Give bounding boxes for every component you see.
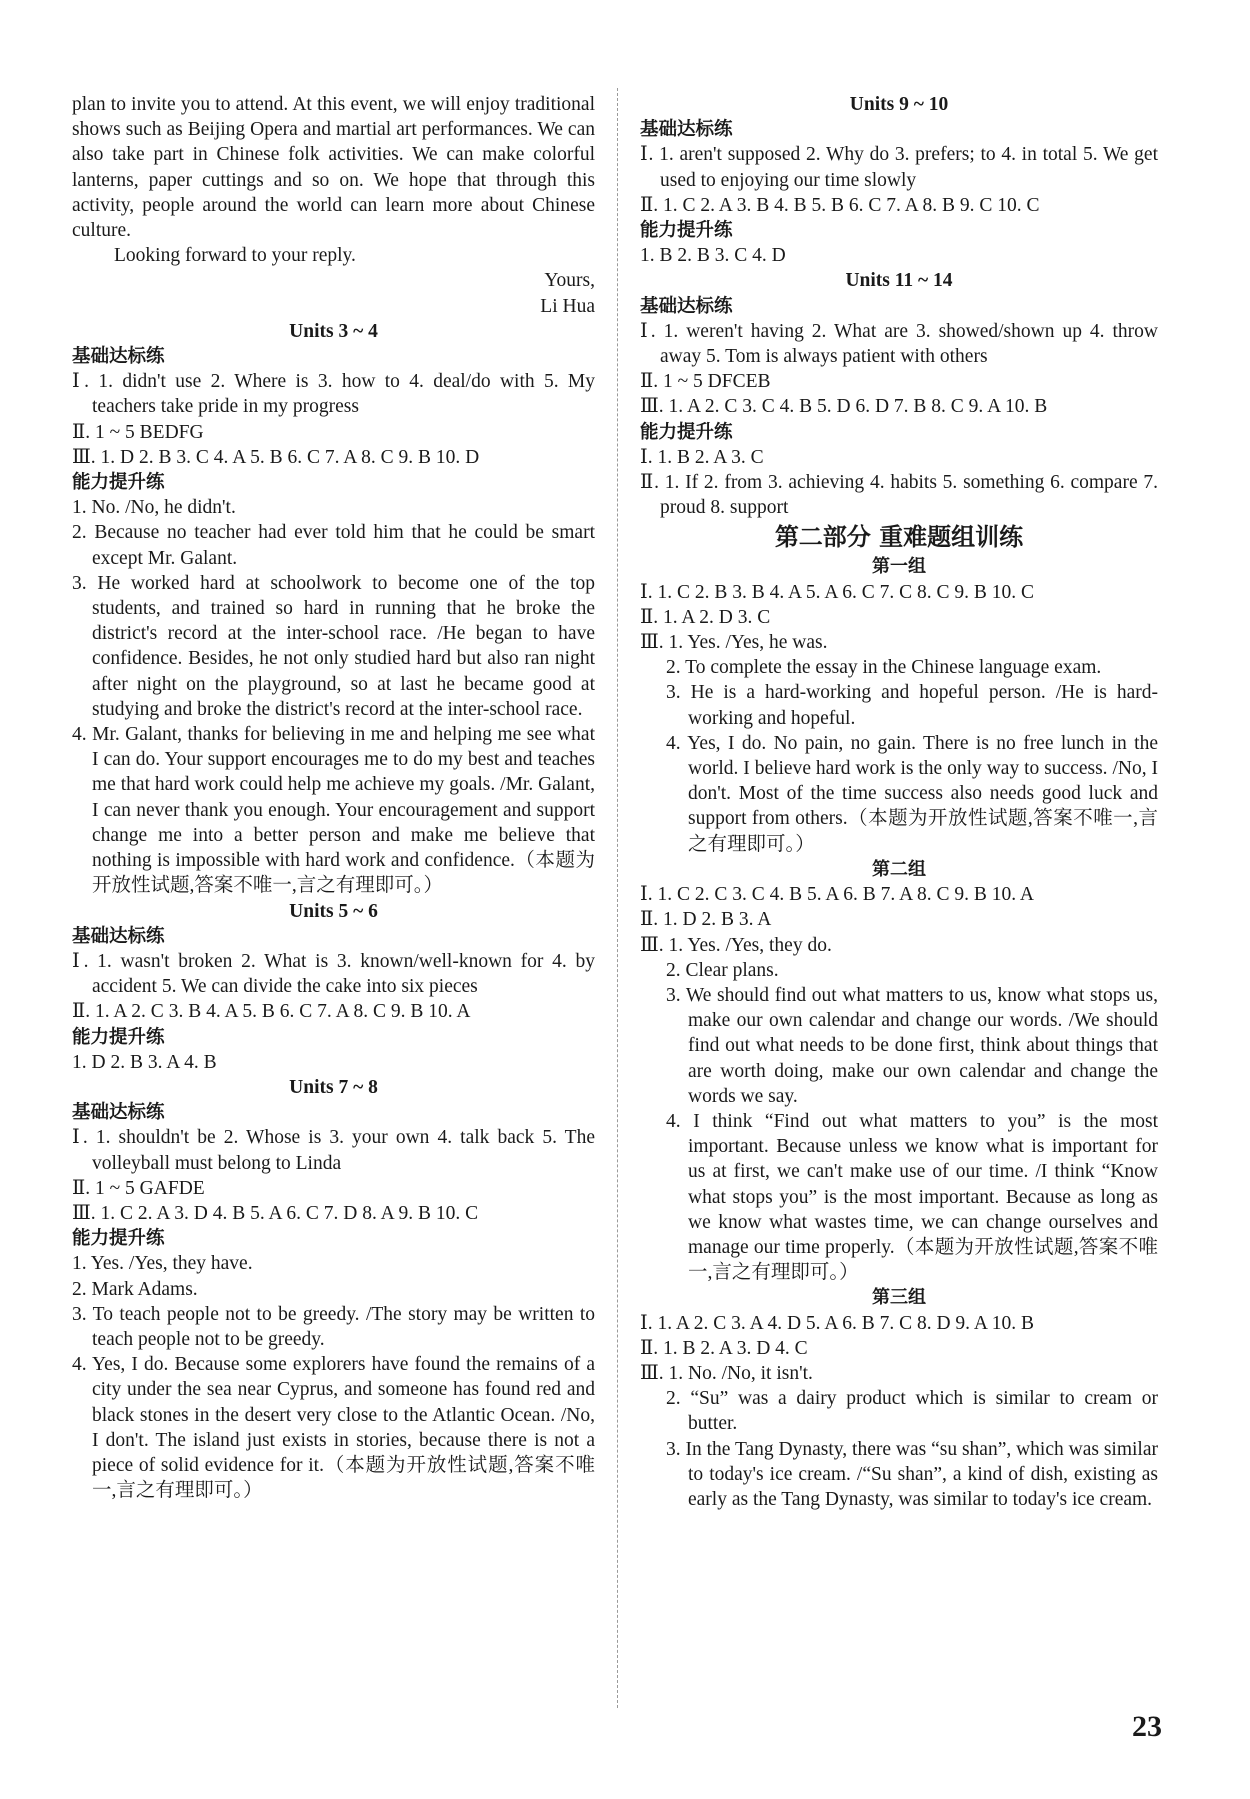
answer-line: Ⅲ. 1. C 2. A 3. D 4. B 5. A 6. C 7. D 8. A 9. B 10. C bbox=[72, 1202, 479, 1224]
answer-line: Ⅲ. 1. No. /No, it isn't. bbox=[640, 1362, 813, 1384]
answer-line: Ⅰ. 1. aren't supposed 2. Why do 3. prefers; to 4. in total 5. We get used to enjoying our time slowly bbox=[640, 144, 1158, 191]
answer-line: Ⅱ. 1. C 2. A 3. B 4. B 5. B 6. C 7. A 8. B 9. C 10. C bbox=[640, 194, 1040, 216]
answer-line: 3. He is a hard-working and hopeful person. /He is hard-working and hopeful. bbox=[666, 682, 1158, 729]
answer-line: 1. Yes. /Yes, they have. bbox=[72, 1253, 253, 1275]
answer-line: 2. To complete the essay in the Chinese language exam. bbox=[666, 657, 1102, 679]
answer-line: Ⅰ. 1. weren't having 2. What are 3. showed/shown up 4. throw away 5. Tom is always patient with others bbox=[640, 320, 1158, 368]
units-7-8-title: Units 7 ~ 8 bbox=[289, 1076, 378, 1098]
part-two-title: 第二部分 重难题组训练 bbox=[774, 523, 1024, 552]
page-number: 23 bbox=[1132, 1710, 1162, 1743]
answer-line: 1. D 2. B 3. A 4. B bbox=[72, 1051, 217, 1073]
answer-line: Ⅰ. 1. B 2. A 3. C bbox=[640, 446, 764, 468]
answer-line: 3. We should find out what matters to us, know what stops us, make our own calendar and change our words. /We should find out what needs to be done first, think about things that are worth doing, make our own calendar and change the words we say. bbox=[666, 984, 1158, 1107]
answer-line: 4. I think “Find out what matters to you” is the most important. Because unless we know what is important for us at first, we can't make use of our time. /I think “Know what stops you” is the most important. Because as long as we know what wastes time, we can change ourselves and manage our time properly.（本题为开放性试题,答案不唯一,言之有理即可。） bbox=[666, 1110, 1158, 1284]
units-9-10-title: Units 9 ~ 10 bbox=[849, 94, 949, 115]
answer-line: Ⅲ. 1. D 2. B 3. C 4. A 5. B 6. C 7. A 8. C 9. B 10. D bbox=[72, 446, 480, 468]
answer-line: Ⅱ. 1. D 2. B 3. A bbox=[640, 909, 772, 931]
answer-line: 3. He worked hard at schoolwork to become one of the top students, and trained so hard in running that he broke the district's record at the inter-school race. /He began to have confidence. Besides, he not only studied hard but also ran night after night on the playground, so at last he became good at studying and broke the district's record at the inter-school race. bbox=[72, 572, 595, 720]
section-heading: 基础达标练 bbox=[72, 1102, 165, 1124]
answer-line: 1. B 2. B 3. C 4. D bbox=[640, 245, 786, 267]
section-heading: 基础达标练 bbox=[640, 119, 733, 141]
section-heading: 能力提升练 bbox=[640, 421, 733, 443]
answer-line: Ⅱ. 1. A 2. C 3. B 4. A 5. B 6. C 7. A 8. C 9. B 10. A bbox=[72, 1001, 471, 1023]
section-heading: 能力提升练 bbox=[72, 1026, 165, 1048]
letter-closing: Looking forward to your reply. bbox=[114, 245, 356, 267]
answer-line: Ⅰ. 1. wasn't broken 2. What is 3. known/well-known for 4. by accident 5. We can divide the cake into six pieces bbox=[72, 950, 595, 998]
answer-line: 2. Mark Adams. bbox=[72, 1278, 198, 1300]
answer-line: Ⅱ. 1. If 2. from 3. achieving 4. habits 5. something 6. compare 7. proud 8. support bbox=[640, 472, 1158, 519]
left-column bbox=[72, 92, 595, 1503]
section-heading: 能力提升练 bbox=[72, 472, 165, 494]
answer-line: 3. In the Tang Dynasty, there was “su shan”, which was similar to today's ice cream. /“Su shan”, a kind of dish, existing as early as the Tang Dynasty, was similar to today's ice cream. bbox=[666, 1438, 1158, 1510]
answer-line: Ⅰ. 1. C 2. B 3. B 4. A 5. A 6. C 7. C 8. C 9. B 10. C bbox=[640, 581, 1034, 603]
answer-line: 1. No. /No, he didn't. bbox=[72, 497, 236, 519]
section-heading: 能力提升练 bbox=[640, 220, 733, 242]
answer-line: Ⅱ. 1 ~ 5 GAFDE bbox=[72, 1177, 205, 1199]
answer-line: Ⅲ. 1. Yes. /Yes, he was. bbox=[640, 632, 828, 654]
answer-line: Ⅱ. 1 ~ 5 DFCEB bbox=[640, 371, 771, 393]
section-heading: 能力提升练 bbox=[72, 1228, 165, 1250]
answer-line: 4. Mr. Galant, thanks for believing in me and helping me see what I can do. Your support encourages me to do my best and teaches me that hard work could help me achieve my goals. /Mr. Galant, I can never thank you enough. Your encouragement and support change me into a better person and make me believe that nothing is impossible with hard work and confidence.（本题为开放性试题,答案不唯一,言之有理即可。） bbox=[72, 724, 595, 897]
units-11-14-title: Units 11 ~ 14 bbox=[845, 270, 953, 292]
answer-line: Ⅲ. 1. Yes. /Yes, they do. bbox=[640, 934, 832, 956]
units-5-6-title: Units 5 ~ 6 bbox=[289, 900, 378, 922]
answer-line: Ⅲ. 1. A 2. C 3. C 4. B 5. D 6. D 7. B 8. C 9. A 10. B bbox=[640, 396, 1048, 418]
column-divider bbox=[617, 88, 618, 1708]
answer-line: Ⅰ. 1. C 2. C 3. C 4. B 5. A 6. B 7. A 8. C 9. B 10. A bbox=[640, 884, 1034, 906]
section-heading: 基础达标练 bbox=[72, 925, 165, 947]
units-3-4-title: Units 3 ~ 4 bbox=[289, 320, 378, 342]
letter-body: plan to invite you to attend. At this event, we will enjoy traditional shows such as Beijing Opera and martial art performances. We can also take part in Chinese folk activities. We can make colorful lanterns, paper cuttings and so on. We hope that through this activity, people around the world can learn more about Chinese culture. bbox=[72, 94, 595, 242]
section-heading: 基础达标练 bbox=[640, 295, 733, 317]
answer-line: Ⅰ. 1. A 2. C 3. A 4. D 5. A 6. B 7. C 8. D 9. A 10. B bbox=[640, 1312, 1034, 1334]
answer-line: 2. “Su” was a dairy product which is similar to cream or butter. bbox=[666, 1388, 1158, 1435]
group-2-title: 第二组 bbox=[872, 858, 926, 880]
right-column bbox=[640, 92, 1158, 1512]
answer-line: Ⅱ. 1. B 2. A 3. D 4. C bbox=[640, 1337, 808, 1359]
answer-line: Ⅰ. 1. shouldn't be 2. Whose is 3. your own 4. talk back 5. The volleyball must belong to Linda bbox=[72, 1127, 595, 1174]
answer-line: 2. Because no teacher had ever told him that he could be smart except Mr. Galant. bbox=[72, 522, 595, 569]
answer-line: 4. Yes, I do. No pain, no gain. There is no free lunch in the world. I believe hard work is the only way to success. /No, I don't. Most of the time success also needs good luck and support from others.（本题为开放性试题,答案不唯一,言之有理即可。） bbox=[666, 732, 1158, 855]
answer-line: 2. Clear plans. bbox=[666, 959, 779, 981]
group-1-title: 第一组 bbox=[872, 556, 926, 578]
answer-line: 4. Yes, I do. Because some explorers have found the remains of a city under the sea near Cyprus, and someone has found red and black stones in the desert very close to the Atlantic Ocean. /No, I don't. The island just exists in stories, because there is not a piece of solid evidence for it.（本题为开放性试题,答案不唯一,言之有理即可。） bbox=[72, 1354, 595, 1502]
answer-line: Ⅱ. 1 ~ 5 BEDFG bbox=[72, 421, 204, 443]
answer-line: Ⅱ. 1. A 2. D 3. C bbox=[640, 606, 771, 628]
section-heading: 基础达标练 bbox=[72, 346, 165, 368]
answer-line: Ⅰ. 1. didn't use 2. Where is 3. how to 4. deal/do with 5. My teachers take pride in my progress bbox=[72, 371, 595, 418]
answer-line: 3. To teach people not to be greedy. /The story may be written to teach people not to be greedy. bbox=[72, 1303, 595, 1350]
letter-name: Li Hua bbox=[540, 295, 595, 317]
group-3-title: 第三组 bbox=[872, 1287, 926, 1309]
letter-yours: Yours, bbox=[544, 270, 595, 292]
